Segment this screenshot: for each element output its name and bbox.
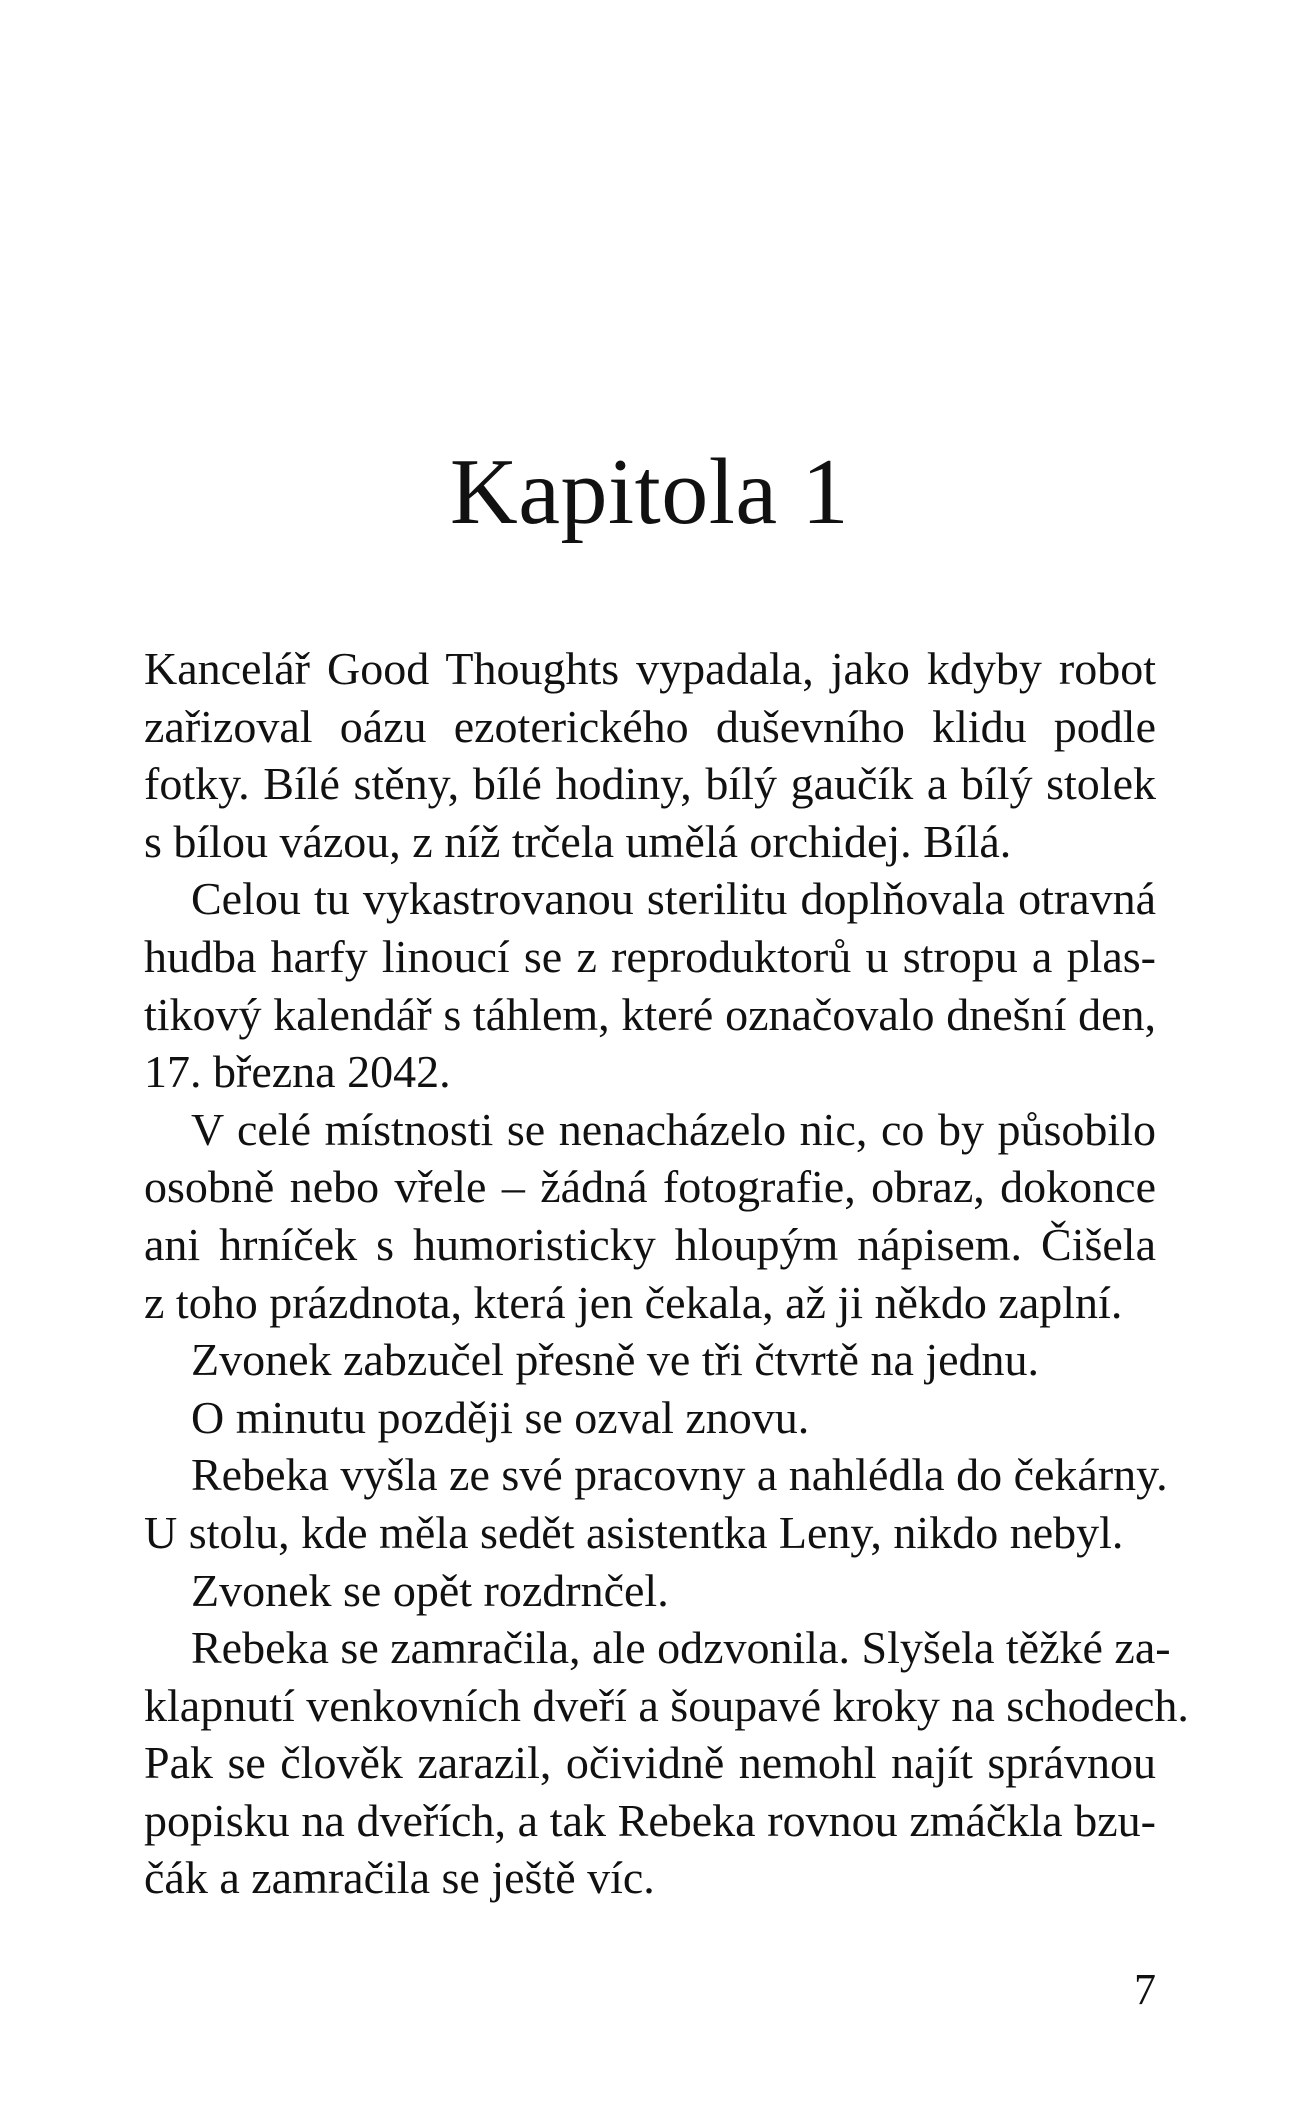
- page-number: 7: [1134, 1965, 1156, 2014]
- text-line: tikový kalendář s táhlem, které označovalo dnešní den,: [144, 988, 1156, 1040]
- text-line: hudba harfy linoucí se z reproduktorů u stropu a plas-: [144, 930, 1156, 982]
- text-line: ani hrníček s humoristicky hloupým nápisem. Čišela: [144, 1218, 1156, 1270]
- chapter-title: Kapitola 1: [449, 440, 850, 544]
- text-line: osobně nebo vřele – žádná fotografie, obraz, dokonce: [144, 1161, 1156, 1213]
- text-line: O minutu později se ozval znovu.: [191, 1391, 810, 1443]
- text-line: s bílou vázou, z níž trčela umělá orchidej. Bílá.: [144, 815, 1012, 867]
- text-line: Pak se člověk zarazil, očividně nemohl najít správnou: [144, 1737, 1156, 1789]
- text-line: Zvonek zabzučel přesně ve tři čtvrtě na jednu.: [191, 1334, 1040, 1386]
- text-line: zařizoval oázu ezoterického duševního klidu podle: [144, 700, 1156, 752]
- text-line: Rebeka vyšla ze své pracovny a nahlédla do čekárny.: [191, 1449, 1168, 1501]
- text-line: Rebeka se zamračila, ale odzvonila. Slyšela těžké za-: [191, 1622, 1171, 1674]
- chapter-body: [144, 640, 1189, 1907]
- text-line: z toho prázdnota, která jen čekala, až ji někdo zaplní.: [144, 1276, 1123, 1328]
- text-line: U stolu, kde měla sedět asistentka Leny, nikdo nebyl.: [144, 1506, 1124, 1558]
- text-line: Zvonek se opět rozdrnčel.: [191, 1564, 669, 1616]
- text-line: 17. března 2042.: [144, 1046, 451, 1098]
- text-line: V celé místnosti se nenacházelo nic, co by působilo: [191, 1103, 1156, 1155]
- text-line: klapnutí venkovních dveří a šoupavé kroky na schodech.: [144, 1679, 1189, 1731]
- text-line: Kancelář Good Thoughts vypadala, jako kdyby robot: [144, 643, 1156, 694]
- text-line: čák a zamračila se ještě víc.: [144, 1852, 655, 1904]
- text-line: Celou tu vykastrovanou sterilitu doplňovala otravná: [191, 873, 1156, 925]
- text-line: fotky. Bílé stěny, bílé hodiny, bílý gaučík a bílý stolek: [144, 758, 1156, 810]
- text-line: popisku na dveřích, a tak Rebeka rovnou zmáčkla bzu-: [144, 1794, 1156, 1846]
